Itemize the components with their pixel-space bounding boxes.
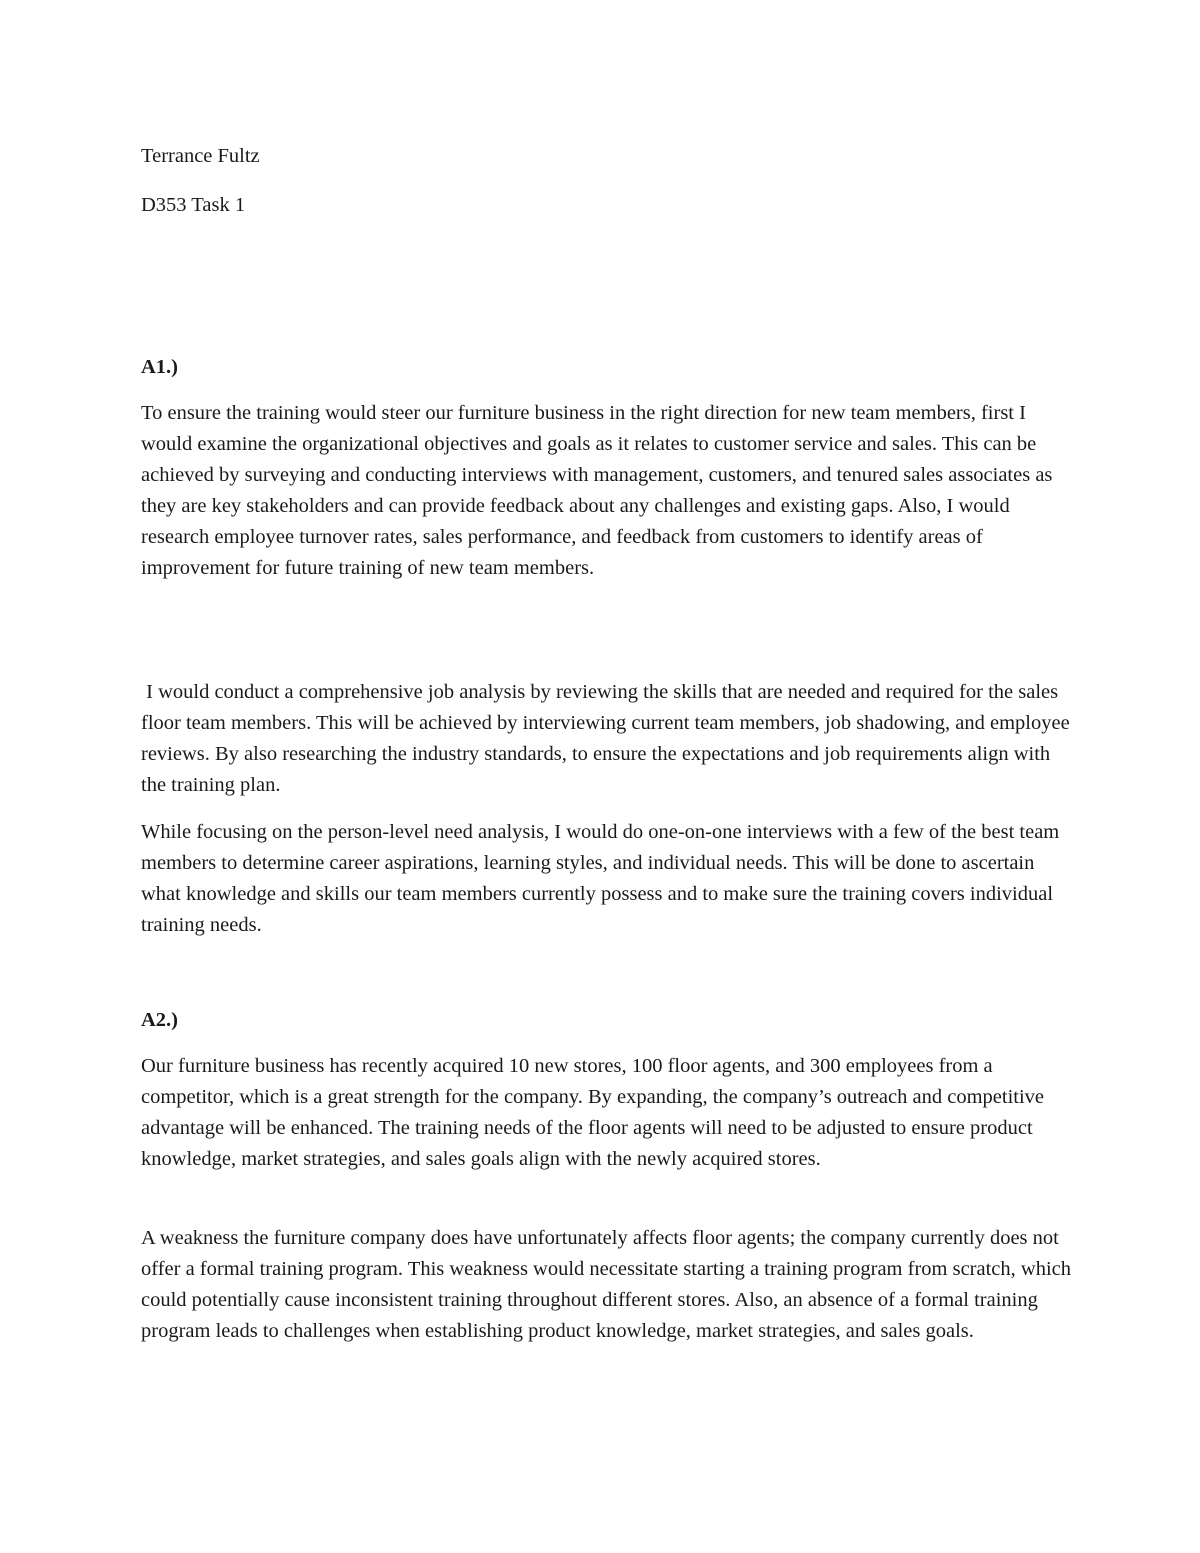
paragraph-a2-2: A weakness the furniture company does have unfortunately affects floor agents; the company currently does not offer a formal training program. This weakness would necessitate starting a training program from scratch, which could potentially cause inconsistent training throughout different stores. Also, an absence of a formal training program leads to challenges when establishing product knowledge, market strategies, and sales goals. (141, 1227, 1071, 1342)
paragraph-a1-3: While focusing on the person-level need analysis, I would do one-on-one interviews with a few of the best team members to determine career aspirations, learning styles, and individual needs. This will be done to ascertain what knowledge and skills our team members currently possess and to make sure the training covers individual training needs. (141, 821, 1060, 936)
paragraph-a2-1: Our furniture business has recently acquired 10 new stores, 100 floor agents, and 300 employees from a competitor, which is a great strength for the company. By expanding, the company’s outreach and competitive advantage will be enhanced. The training needs of the floor agents will need to be adjusted to ensure product knowledge, market strategies, and sales goals align with the newly acquired stores. (141, 1055, 1045, 1170)
course-task-label: D353 Task 1 (141, 194, 246, 216)
paragraph-a1-2: I would conduct a comprehensive job analysis by reviewing the skills that are needed and required for the sales floor team members. This will be achieved by interviewing current team members, job shadowing, and employee reviews. By also researching the industry standards, to ensure the expectations and job requirements align with the training plan. (141, 681, 1075, 796)
section-heading-a2: A2.) (141, 1009, 179, 1031)
section-heading-a1: A1.) (141, 356, 179, 378)
paragraph-a1-1: To ensure the training would steer our furniture business in the right direction for new team members, first I would examine the organizational objectives and goals as it relates to customer service and sales. This can be achieved by surveying and conducting interviews with management, customers, and tenured sales associates as they are key stakeholders and can provide feedback about any challenges and existing gaps. Also, I would research employee turnover rates, sales performance, and feedback from customers to identify areas of improvement for future training of new team members. (141, 402, 1053, 579)
author-name: Terrance Fultz (141, 145, 260, 167)
